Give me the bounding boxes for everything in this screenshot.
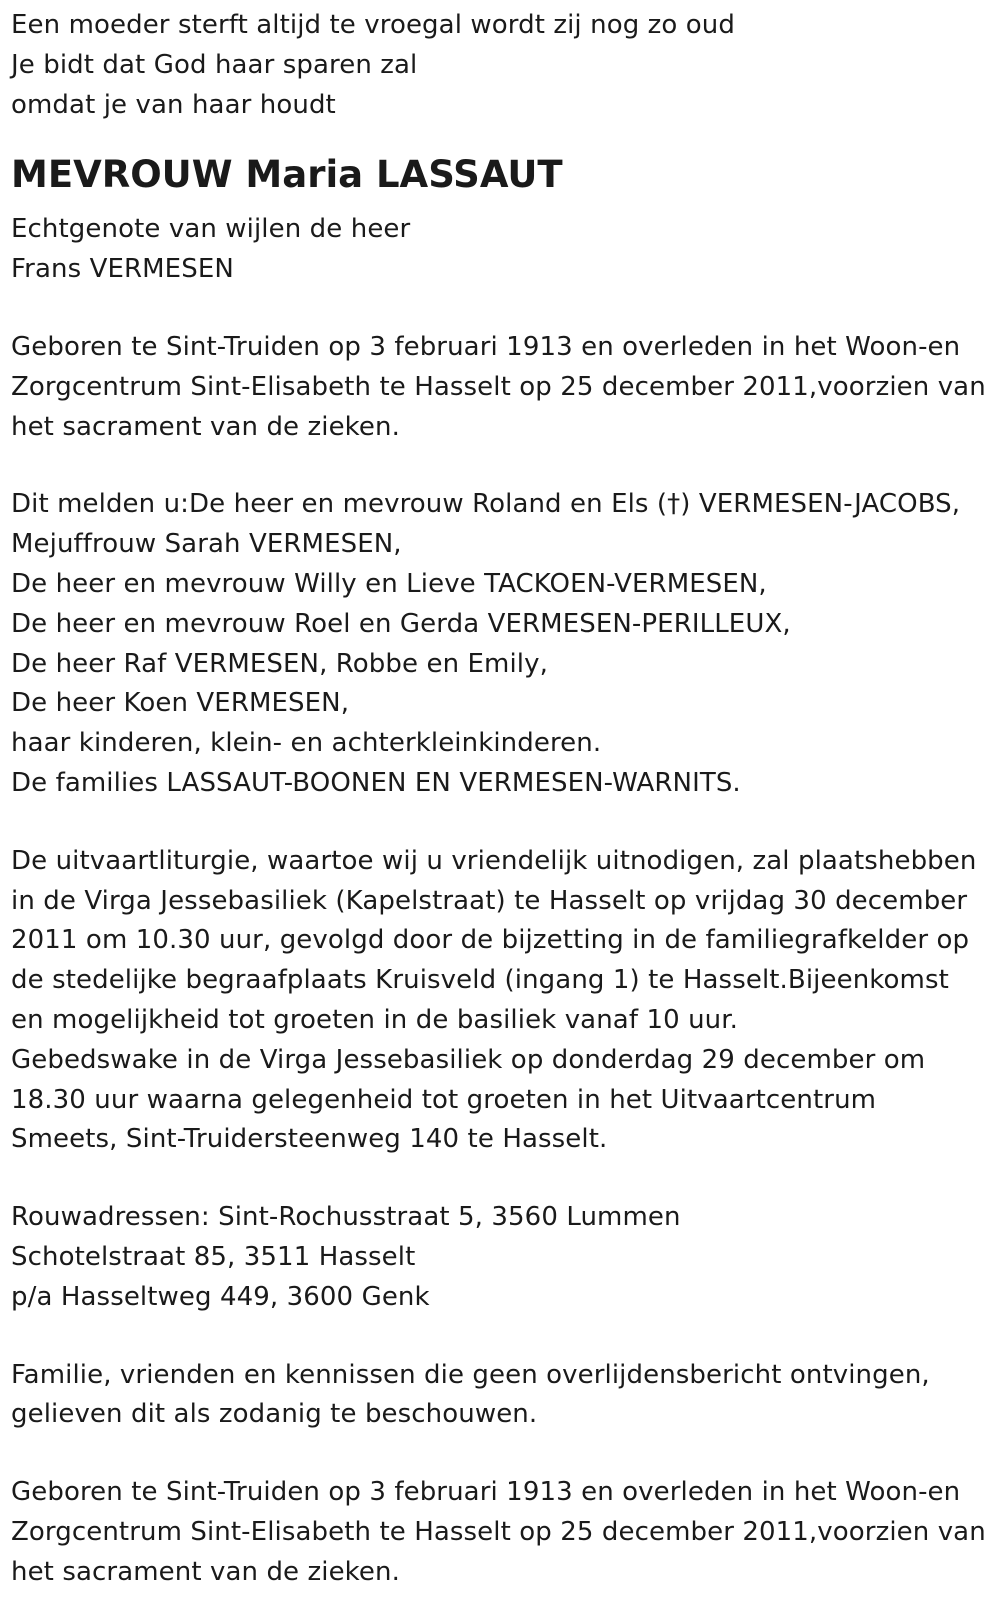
address-line: p/a Hasseltweg 449, 3600 Genk <box>11 1281 430 1312</box>
poem-line: Een moeder sterft altijd te vroegal wordt zij nog zo oud <box>11 10 735 40</box>
family-line: De heer en mevrouw Willy en Lieve TACKOEN-VERMESEN, <box>11 568 767 599</box>
birth-death-line: Geboren te Sint-Truiden op 3 februari 1913 en overleden in het Woon-en <box>11 1477 961 1508</box>
funeral-line: 18.30 uur waarna gelegenheid tot groeten in het Uitvaartcentrum <box>11 1084 877 1115</box>
birth-death-line: Geboren te Sint-Truiden op 3 februari 1913 en overleden in het Woon-en <box>11 331 961 362</box>
family-line: Mejuffrouw Sarah VERMESEN, <box>11 529 402 560</box>
poem-line: Je bidt dat God haar sparen zal <box>11 49 418 80</box>
mourning-addresses <box>11 1198 990 1317</box>
funeral-line: in de Virga Jessebasiliek (Kapelstraat) te Hasselt op vrijdag 30 december <box>11 885 968 916</box>
notice <box>11 1356 990 1436</box>
family-announcement <box>11 485 990 803</box>
family-line: Dit melden u:De heer en mevrouw Roland en Els (†) VERMESEN-JACOBS, <box>11 489 961 520</box>
funeral-line: Smeets, Sint-Truidersteenweg 140 te Hasselt. <box>11 1124 608 1155</box>
funeral-line: De uitvaartliturgie, waartoe wij u vriendelijk uitnodigen, zal plaatshebben <box>11 845 977 876</box>
address-line: Rouwadressen: Sint-Rochusstraat 5, 3560 Lummen <box>11 1202 681 1233</box>
birth-death-line: Zorgcentrum Sint-Elisabeth te Hasselt op 25 december 2011,voorzien van <box>11 371 986 402</box>
funeral-details <box>11 842 990 1160</box>
deceased-name: MEVROUW Maria LASSAUT <box>11 153 563 197</box>
birth-death-info <box>11 328 990 447</box>
family-line: De heer Raf VERMESEN, Robbe en Emily, <box>11 648 548 679</box>
family-line: haar kinderen, klein- en achterkleinkinderen. <box>11 728 602 759</box>
birth-death-line: het sacrament van de zieken. <box>11 411 400 442</box>
funeral-line: en mogelijkheid tot groeten in de basiliek vanaf 10 uur. <box>11 1004 739 1035</box>
family-line: De heer en mevrouw Roel en Gerda VERMESEN-PERILLEUX, <box>11 608 791 639</box>
address-line: Schotelstraat 85, 3511 Hasselt <box>11 1241 416 1272</box>
notice-line: Familie, vrienden en kennissen die geen overlijdensbericht ontvingen, <box>11 1359 930 1390</box>
spouse-line: Echtgenote van wijlen de heer <box>11 214 411 245</box>
notice-line: gelieven dit als zodanig te beschouwen. <box>11 1399 538 1430</box>
birth-death-info-repeat <box>11 1473 990 1592</box>
spouse-info <box>11 210 990 290</box>
birth-death-line: Zorgcentrum Sint-Elisabeth te Hasselt op 25 december 2011,voorzien van <box>11 1516 986 1547</box>
spouse-line: Frans VERMESEN <box>11 254 234 285</box>
birth-death-line: het sacrament van de zieken. <box>11 1556 400 1587</box>
funeral-line: de stedelijke begraafplaats Kruisveld (ingang 1) te Hasselt.Bijeenkomst <box>11 965 949 996</box>
family-line: De families LASSAUT-BOONEN EN VERMESEN-WARNITS. <box>11 767 741 798</box>
family-line: De heer Koen VERMESEN, <box>11 688 350 719</box>
funeral-line: 2011 om 10.30 uur, gevolgd door de bijzetting in de familiegrafkelder op <box>11 925 970 956</box>
poem <box>11 6 990 125</box>
poem-line: omdat je van haar houdt <box>11 89 336 120</box>
funeral-line: Gebedswake in de Virga Jessebasiliek op donderdag 29 december om <box>11 1044 926 1075</box>
